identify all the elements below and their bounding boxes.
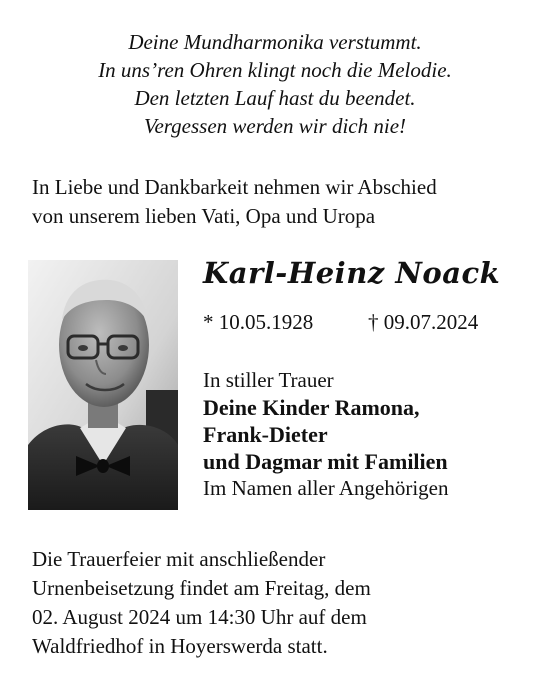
mourner-line: Frank-Dieter	[203, 422, 328, 447]
intro-line: von unserem lieben Vati, Opa und Uropa	[32, 204, 376, 228]
funeral-details	[32, 545, 371, 661]
mourning-heading: In stiller Trauer	[203, 368, 334, 392]
funeral-line: Urnenbeisetzung findet am Freitag, dem	[32, 576, 371, 600]
intro-line: In Liebe und Dankbarkeit nehmen wir Abschied	[32, 175, 437, 199]
funeral-line: Waldfriedhof in Hoyerswerda statt.	[32, 634, 328, 658]
relatives-note: Im Namen aller Angehörigen	[203, 476, 449, 500]
memorial-poem	[0, 28, 550, 140]
birth-date: * 10.05.1928	[203, 310, 314, 334]
life-dates	[203, 308, 478, 336]
poem-line: Deine Mundharmonika verstummt.	[128, 30, 422, 54]
portrait-photo	[28, 260, 178, 510]
funeral-line: Die Trauerfeier mit anschließender	[32, 547, 326, 571]
mourners-block	[203, 367, 449, 502]
mourner-line: und Dagmar mit Familien	[203, 449, 448, 474]
mourner-line: Deine Kinder Ramona,	[203, 395, 420, 420]
poem-line: Den letzten Lauf hast du beendet.	[134, 86, 416, 110]
poem-line: Vergessen werden wir dich nie!	[143, 114, 407, 138]
farewell-intro	[32, 173, 437, 231]
funeral-line: 02. August 2024 um 14:30 Uhr auf dem	[32, 605, 367, 629]
deceased-name: Karl-Heinz Noack	[203, 256, 501, 290]
death-date: † 09.07.2024	[368, 310, 479, 334]
poem-line: In uns’ren Ohren klingt noch die Melodie.	[98, 58, 452, 82]
